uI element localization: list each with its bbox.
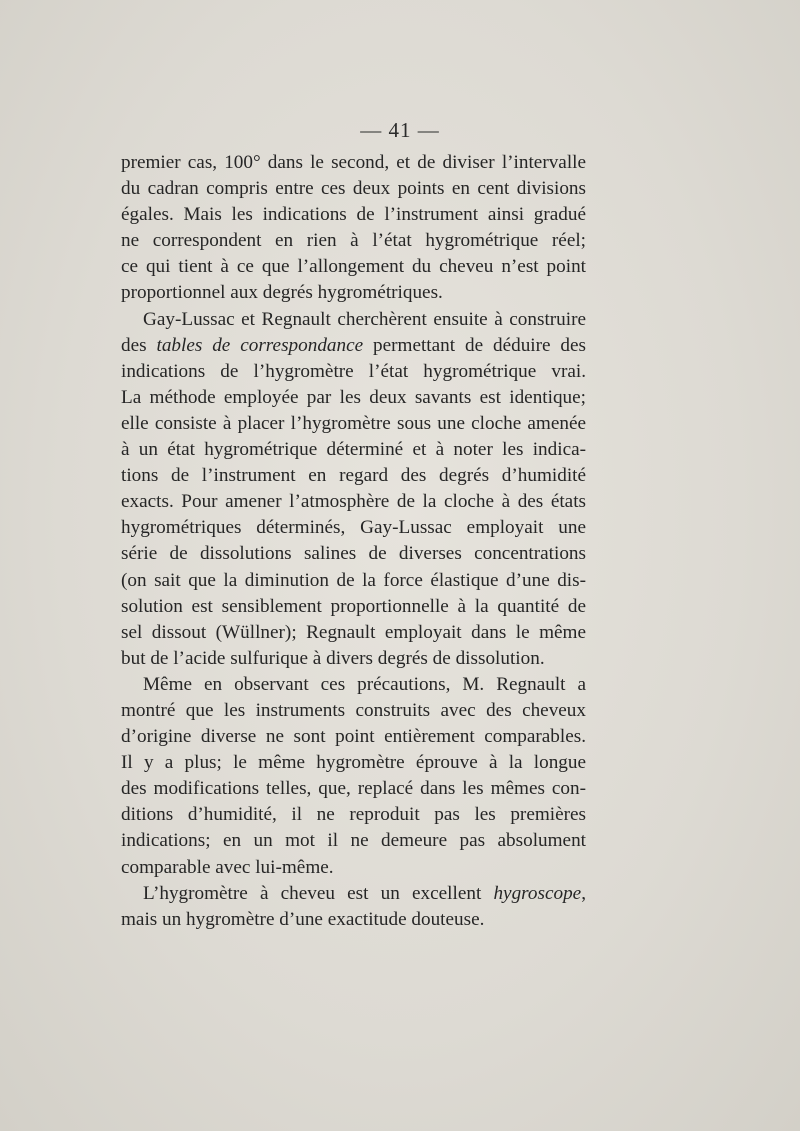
text-line <box>121 307 586 333</box>
text-run: du cadran compris entre ces deux points en cent divisions <box>121 178 586 200</box>
text-line <box>121 698 586 724</box>
text-run: hygrométriques déterminés, Gay-Lussac employait une <box>121 517 586 539</box>
text-line <box>121 568 586 594</box>
text-run: série de dissolutions salines de diverses concentrations <box>121 543 586 565</box>
text-line <box>121 359 586 385</box>
text-run: solution est sensiblement proportionnelle à la quantité de <box>121 595 586 617</box>
text-run: elle consiste à placer l’hygromètre sous une cloche amenée <box>121 412 586 434</box>
italic-term: tables de correspondance <box>156 334 364 356</box>
text-run: indications; en un mot il ne demeure pas absolument <box>121 830 586 852</box>
body-text <box>121 150 586 933</box>
text-run: Il y a plus; le même hygromètre éprouve à la longue <box>121 752 586 774</box>
text-line <box>121 750 586 776</box>
text-run: L’hygromètre à cheveu est un excellent <box>143 882 494 904</box>
text-line <box>121 724 586 750</box>
text-run: des modifications telles, que, replacé dans les mêmes con- <box>121 778 586 800</box>
text-line <box>121 881 586 907</box>
text-run: Même en observant ces précautions, M. Regnault a <box>143 673 586 695</box>
text-run: indications de l’hygromètre l’état hygrométrique vrai. <box>121 360 586 382</box>
text-run: premier cas, 100° dans le second, et de diviser l’intervalle <box>121 152 586 173</box>
text-run: but de l’acide sulfurique à divers degrés de dissolution. <box>121 647 545 669</box>
text-run: ne correspondent en rien à l’état hygrométrique réel; <box>121 230 586 252</box>
text-line <box>121 411 586 437</box>
text-line <box>121 463 586 489</box>
text-run: exacts. Pour amener l’atmosphère de la cloche à des états <box>121 491 586 513</box>
text-line <box>121 385 586 411</box>
text-run: Gay-Lussac et Regnault cherchèrent ensuite à construire <box>143 308 586 330</box>
text-line <box>121 855 586 881</box>
text-run: proportionnel aux degrés hygrométriques. <box>121 282 443 304</box>
text-run: (on sait que la diminution de la force élastique d’une dis- <box>121 569 586 591</box>
text-line <box>121 150 586 176</box>
text-line <box>121 646 586 672</box>
text-line <box>121 594 586 620</box>
text-line <box>121 228 586 254</box>
text-line <box>121 176 586 202</box>
text-line <box>121 437 586 463</box>
text-run: à un état hygrométrique déterminé et à noter les indica- <box>121 439 586 461</box>
text-line <box>121 907 586 933</box>
text-run: d’origine diverse ne sont point entièrement comparables. <box>121 726 586 748</box>
text-line <box>121 515 586 541</box>
text-line <box>121 280 586 306</box>
page-number: — 41 — <box>360 118 440 142</box>
text-line <box>121 776 586 802</box>
text-run: mais un hygromètre d’une exactitude douteuse. <box>121 908 485 930</box>
text-run: montré que les instruments construits avec des cheveux <box>121 699 586 721</box>
text-run: égales. Mais les indications de l’instrument ainsi gradué <box>121 204 586 226</box>
text-line <box>121 541 586 567</box>
text-line <box>121 489 586 515</box>
text-line <box>121 672 586 698</box>
text-run: tions de l’instrument en regard des degrés d’humidité <box>121 465 586 487</box>
text-run: permettant de déduire des <box>363 334 587 356</box>
text-line <box>121 333 586 359</box>
text-line <box>121 802 586 828</box>
text-run: ditions d’humidité, il ne reproduit pas les premières <box>121 804 586 826</box>
text-line <box>121 254 586 280</box>
text-run: , <box>581 882 586 904</box>
italic-term: hygroscope <box>493 882 582 904</box>
text-line <box>121 828 586 854</box>
text-line <box>121 620 586 646</box>
text-run: ce qui tient à ce que l’allongement du cheveu n’est point <box>121 256 586 278</box>
text-run: La méthode employée par les deux savants est identique; <box>121 386 586 408</box>
text-run: des <box>121 334 157 356</box>
text-run: sel dissout (Wüllner); Regnault employait dans le même <box>121 621 586 643</box>
text-run: comparable avec lui-même. <box>121 856 334 878</box>
text-line <box>121 202 586 228</box>
